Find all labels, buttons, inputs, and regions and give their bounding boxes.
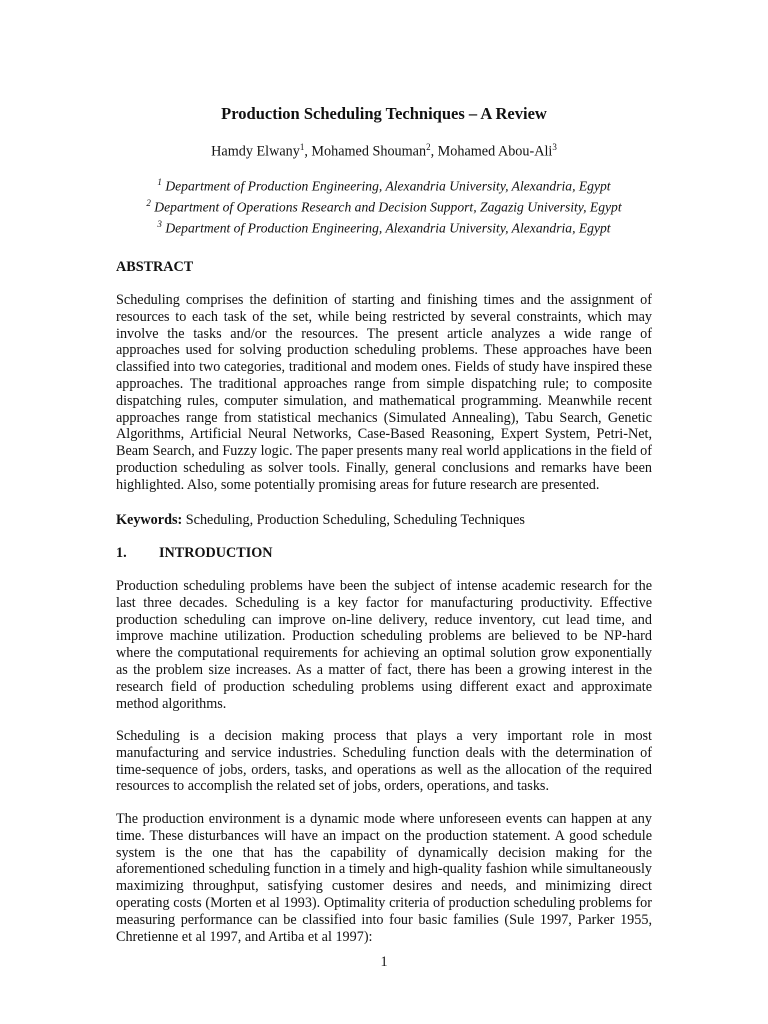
author-list [0, 142, 768, 161]
keywords-line [116, 512, 652, 529]
page-number: 1 [380, 954, 388, 970]
affiliation-list [0, 174, 768, 237]
affiliation-marker: 1 [157, 177, 162, 187]
intro-paragraph: The production environment is a dynamic mode where unforeseen events can happen at any time. These disturbances will have an impact on the production statement. A good schedule system is the one that has the capability of dynamically decision making for the aforementioned scheduling function in a timely and high-quality fashion while simultaneously maximizing throughput, satisfying customer desires and needs, and minimizing direct operating costs (Morten et al 1993). Optimality criteria of production scheduling problems for measuring performance can be classified into four basic families (Sule 1997, Parker 1955, Chretienne et al 1997, and Artiba et al 1997): [116, 811, 652, 945]
keywords-text: Scheduling, Production Scheduling, Scheduling Techniques [185, 512, 525, 528]
intro-paragraph: Production scheduling problems have been the subject of intense academic research for the last three decades. Scheduling is a key factor for manufacturing productivity. Effective production scheduling can improve on-line delivery, reduce inventory, cut lead time, and improve machine utilization. Production scheduling problems are believed to be NP-hard where the computational requirements for achieving an optimal solution grow exponentially as the problem size increases. As a matter of fact, there has been a growing interest in the research field of production scheduling problems using different exact and approximate method algorithms. [116, 578, 652, 712]
affiliation-text: Department of Production Engineering, Alexandria University, Alexandria, Egypt [165, 178, 611, 194]
author-name: Hamdy Elwany [211, 143, 300, 160]
affiliation [0, 216, 768, 237]
affiliation [0, 195, 768, 216]
author-separator: , [430, 143, 438, 160]
section-number: 1. [116, 545, 127, 561]
author-name: Mohamed Abou-Ali [437, 143, 553, 160]
keywords-label: Keywords: [116, 512, 183, 528]
intro-paragraph: Scheduling is a decision making process that plays a very important role in most manufacturing and service industries. Scheduling function deals with the determination of time-sequence of jobs, orders, tasks, and operations as well as the allocation of the required resources to accomplish the related set of jobs, orders, operations, and tasks. [116, 728, 652, 795]
author-separator: , [304, 143, 312, 160]
section-title: INTRODUCTION [159, 545, 273, 561]
author-affiliation-marker: 1 [299, 142, 305, 152]
affiliation-marker: 2 [146, 198, 151, 209]
affiliation-text: Department of Operations Research and Decision Support, Zagazig University, Egypt [154, 199, 622, 215]
abstract-body: Scheduling comprises the definition of starting and finishing times and the assignment of resources to each task of the set, while being restricted by several constraints, which may involve the tasks and/or the resources. The present article analyzes a wide range of approaches used for solving production scheduling problems. These approaches have been classified into two categories, traditional and modem ones. Fields of study have inspired these approaches. The traditional approaches range from simple dispatching rule; to composite dispatching rules, computer simulation, and mathematical programming. Meanwhile recent approaches range from statistical mechanics (Simulated Annealing), Tabu Search, Genetic Algorithms, Artificial Neural Networks, Case-Based Reasoning, Expert System, Petri-Net, Beam Search, and Fuzzy logic. The paper presents many real world applications in the field of production scheduling as solver tools. Finally, general conclusions and remarks have been highlighted. Also, some potentially promising areas for future research are presented. [116, 292, 652, 493]
author-name: Mohamed Shouman [311, 143, 427, 160]
affiliation-marker: 3 [157, 219, 162, 230]
author-affiliation-marker: 3 [552, 142, 557, 152]
affiliation [0, 174, 768, 195]
abstract-heading: ABSTRACT [116, 259, 194, 275]
section-heading-introduction [116, 545, 273, 562]
author-affiliation-marker: 2 [426, 142, 431, 152]
paper-title: Production Scheduling Techniques – A Review [221, 104, 547, 123]
affiliation-text: Department of Production Engineering, Alexandria University, Alexandria, Egypt [165, 220, 611, 236]
